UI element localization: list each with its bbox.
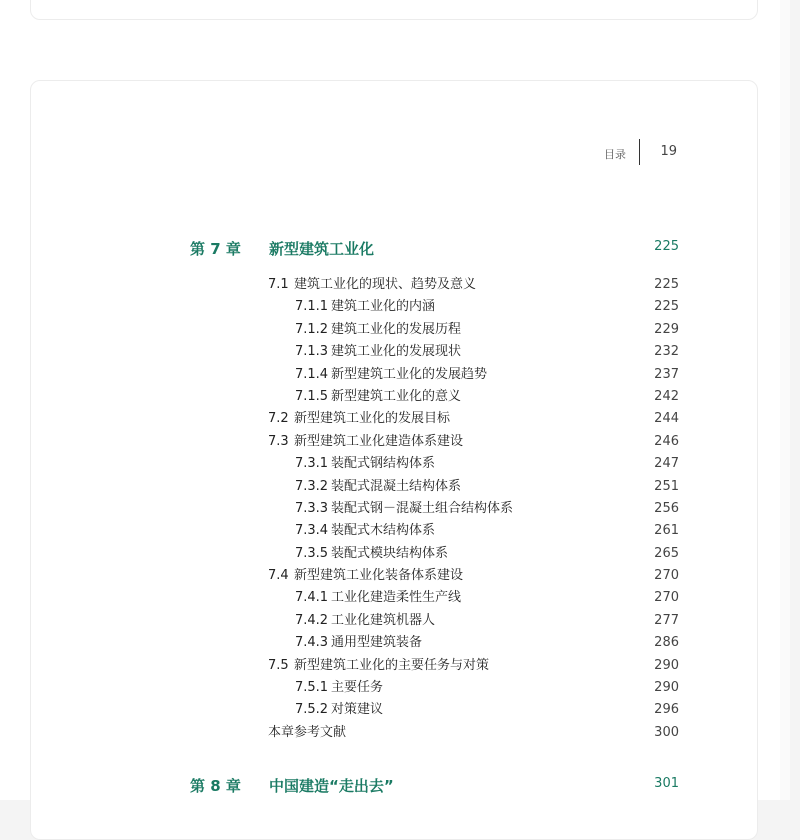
toc-entry-number: 7.4 [268,568,289,584]
toc-entry-title: 新型建筑工业化的发展目标 [294,411,451,427]
toc-entry[interactable] [31,520,757,542]
toc-entry-title: 建筑工业化的内涵 [331,299,436,315]
toc-entry-page: 286 [654,635,679,651]
toc-entry[interactable] [31,386,757,408]
toc-entry-number: 7.5.2 [295,702,329,718]
chapter-heading-8[interactable] [31,775,757,799]
toc-entry[interactable] [31,632,757,654]
toc-entry-page: 270 [654,568,679,584]
toc-entry[interactable] [31,408,757,430]
toc-entry-title: 建筑工业化的现状、趋势及意义 [294,277,477,292]
toc-entry-page: 246 [654,433,679,449]
toc-entry[interactable] [31,699,757,721]
toc-entry-page: 270 [654,590,679,606]
toc-entry[interactable] [31,453,757,475]
toc-entry[interactable] [31,722,757,744]
toc-entry-list [31,274,757,744]
toc-entry-page: 247 [654,456,679,472]
toc-entry-title: 装配式钢－混凝土组合结构体系 [331,500,514,516]
toc-entry-number: 7.4.3 [295,635,329,651]
toc-entry-number: 7.1.2 [295,321,329,337]
chapter-page: 301 [654,776,679,791]
toc-entry[interactable] [31,587,757,609]
toc-entry-title: 通用型建筑装备 [331,635,423,651]
chapter-heading-7[interactable] [31,238,757,262]
toc-entry-title: 对策建议 [331,702,384,718]
toc-entry-number: 7.5 [268,657,289,673]
toc-entry-number: 7.3.3 [295,500,329,516]
toc-entry-number: 7.3 [268,433,289,449]
toc-entry-page: 232 [654,344,679,360]
toc-entry-number: 7.4.2 [295,612,329,628]
toc-entry[interactable] [31,431,757,453]
toc-entry-number: 7.4.1 [295,590,329,606]
toc-entry[interactable] [31,498,757,520]
toc-entry-title: 装配式模块结构体系 [331,545,449,561]
toc-page [30,80,758,840]
previous-page [30,0,758,20]
toc-entry-number: 7.3.2 [295,478,329,494]
toc-entry-title: 建筑工业化的发展现状 [331,344,462,360]
running-head-label: 目录 [604,148,626,161]
toc-entry[interactable] [31,476,757,498]
toc-entry-number: 7.1.5 [295,388,329,404]
toc-entry-page: 265 [654,545,679,561]
chapter-number: 第 8 章 [190,777,241,795]
chapter-title: 新型建筑工业化 [269,240,375,258]
toc-entry-title: 建筑工业化的发展历程 [331,321,462,337]
toc-entry-number: 7.1 [268,277,289,292]
toc-entry[interactable] [31,655,757,677]
toc-entry-page: 261 [654,523,679,539]
toc-entry-number: 7.5.1 [295,680,329,696]
toc-entry-title: 新型建筑工业化的发展趋势 [331,366,488,382]
toc-entry[interactable] [31,296,757,318]
chapter-title: 中国建造“走出去” [269,777,394,795]
toc-entry[interactable] [31,610,757,632]
toc-entry-page: 225 [654,299,679,315]
toc-entry-page: 277 [654,612,679,628]
toc-entry-title: 新型建筑工业化的主要任务与对策 [294,657,490,673]
toc-entry[interactable] [31,543,757,565]
toc-entry-number: 7.1.3 [295,344,329,360]
toc-entry-title: 装配式木结构体系 [331,523,436,539]
chapter-page: 225 [654,239,679,254]
toc-entry[interactable] [31,341,757,363]
toc-entry-page: 225 [654,277,679,292]
toc-entry[interactable] [31,364,757,386]
toc-entry-title: 本章参考文献 [268,724,347,740]
toc-entry-number: 7.3.4 [295,523,329,539]
toc-entry-page: 290 [654,680,679,696]
toc-entry-page: 237 [654,366,679,382]
chapter-number: 第 7 章 [190,240,241,258]
toc-entry-page: 256 [654,500,679,516]
running-head-divider [639,139,640,165]
toc-entry-number: 7.3.1 [295,456,329,472]
toc-entry-title: 主要任务 [331,680,384,696]
toc-entry[interactable] [31,319,757,341]
toc-entry-page: 296 [654,702,679,718]
toc-entry-page: 242 [654,388,679,404]
toc-entry-page: 290 [654,657,679,673]
toc-entry-page: 251 [654,478,679,494]
scrollbar[interactable] [780,0,790,800]
toc-entry-number: 7.1.1 [295,299,329,315]
toc-entry-title: 装配式混凝土结构体系 [331,478,462,494]
toc-entry-page: 229 [654,321,679,337]
toc-entry-title: 新型建筑工业化装备体系建设 [294,568,464,584]
toc-entry-number: 7.2 [268,411,289,427]
toc-entry[interactable] [31,677,757,699]
toc-entry-page: 300 [654,724,679,740]
toc-entry-page: 244 [654,411,679,427]
toc-entry-number: 7.1.4 [295,366,329,382]
toc-entry-title: 新型建筑工业化的意义 [331,388,462,404]
toc-entry-number: 7.3.5 [295,545,329,561]
toc-entry-title: 装配式钢结构体系 [331,456,436,472]
toc-entry-title: 工业化建筑机器人 [331,612,436,628]
page-number: 19 [660,144,677,159]
toc-entry[interactable] [31,565,757,587]
toc-entry-title: 新型建筑工业化建造体系建设 [294,433,464,449]
toc-entry[interactable] [31,274,757,296]
toc-entry-title: 工业化建造柔性生产线 [331,590,462,606]
